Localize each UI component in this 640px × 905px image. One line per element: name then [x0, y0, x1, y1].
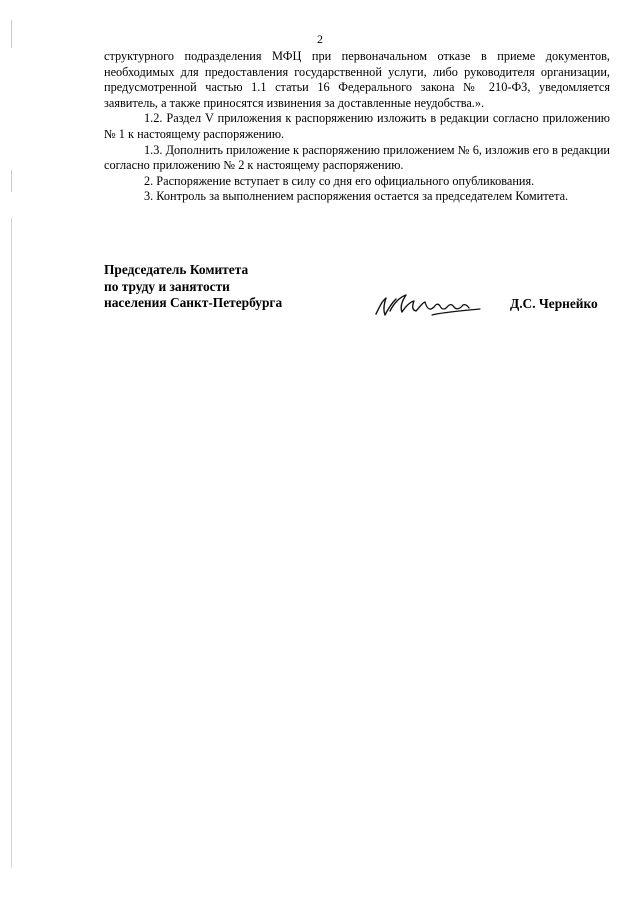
- paragraph-item-3: 3. Контроль за выполнением распоряжения остается за председателем Комитета.: [144, 189, 569, 204]
- paragraph-item-1-2: 1.2. Раздел V приложения к распоряжению изложить в редакции согласно приложению № 1 к настоящему распоряжению.: [104, 111, 610, 141]
- signatory-position: [104, 262, 282, 312]
- position-line: по труду и занятости: [104, 278, 230, 294]
- position-line: населения Санкт-Петербурга: [104, 295, 283, 311]
- paragraph-item-1-3: 1.3. Дополнить приложение к распоряжению приложением № 6, изложив его в редакции согласно приложению № 2 к настоящему распоряжению.: [104, 142, 610, 173]
- signer-name: Д.С. Чернейко: [510, 296, 598, 311]
- document-body: [104, 49, 610, 205]
- paragraph-continuation: структурного подразделения МФЦ при первоначальном отказе в приеме документов, необходимых для предоставления государственной услуги, либо руководителя организации, предусмотренной частью 1.1 статьи 16 Федерального закона № 210-ФЗ, уведомляется заявитель, а также приносятся извинения за доставленные неудобства.».: [104, 49, 610, 110]
- page-number: 2: [317, 32, 323, 46]
- position-line: Председатель Комитета: [104, 262, 249, 277]
- handwritten-signature: [372, 287, 484, 323]
- paragraph-item-2: 2. Распоряжение вступает в силу со дня его официального опубликования.: [144, 173, 535, 188]
- scan-margin-mark: [11, 218, 12, 868]
- scan-margin-mark: [11, 170, 12, 192]
